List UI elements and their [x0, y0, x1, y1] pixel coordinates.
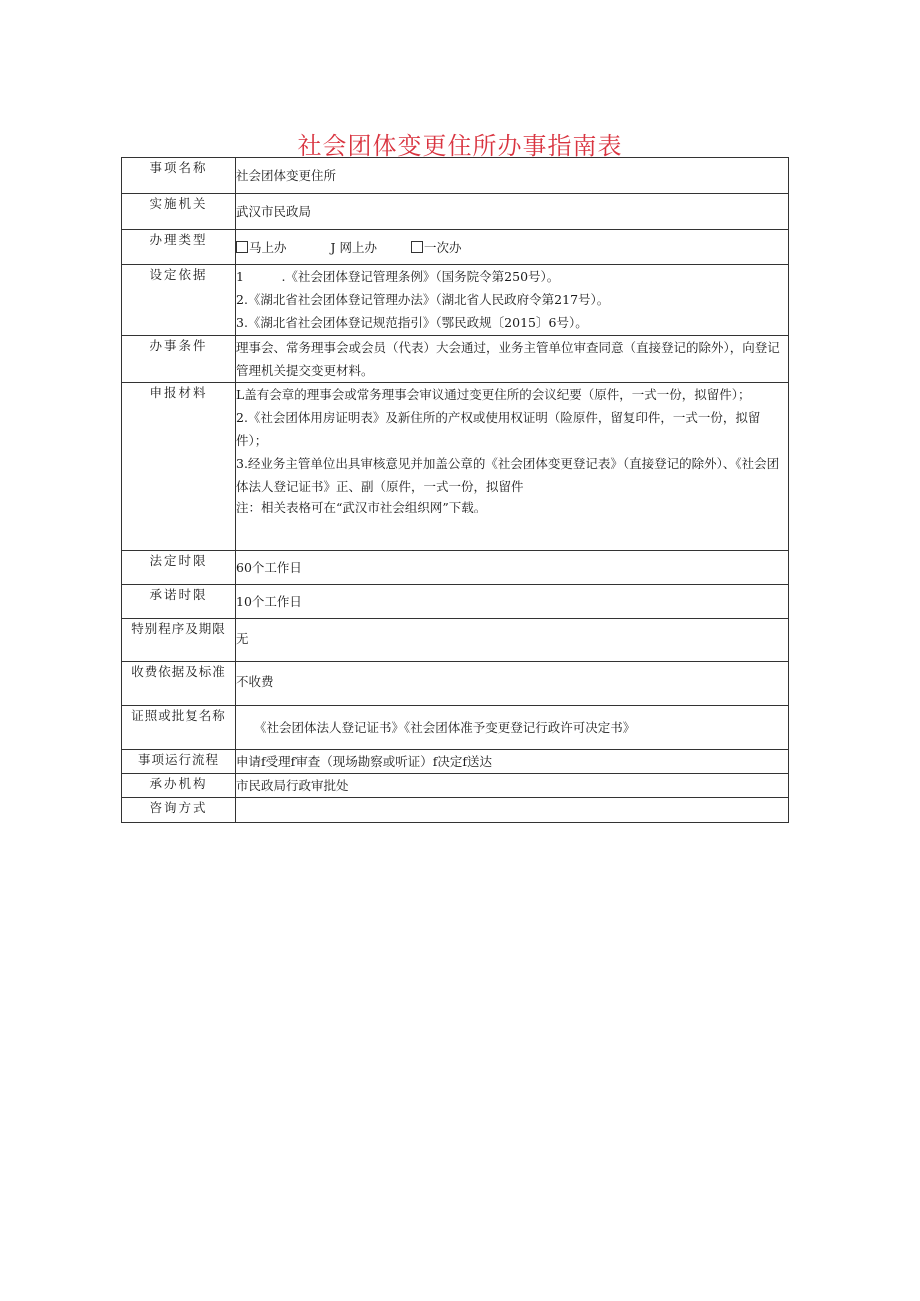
row-consult — [122, 798, 789, 823]
value-process: 申请f受理f审查（现场勘察或听证）f决定f送达 — [236, 750, 789, 774]
label-materials: 申报材料 — [122, 383, 236, 551]
label-promised-limit: 承诺时限 — [122, 585, 236, 619]
option-online[interactable] — [331, 236, 378, 259]
row-conditions — [122, 336, 789, 383]
page-title: 社会团体变更住所办事指南表 — [297, 132, 623, 160]
material-item-2: 2.《社会团体用房证明表》及新住所的产权或使用权证明（险原件，留复印件，一式一份，拟留件）； — [236, 410, 761, 448]
label-consult: 咨询方式 — [122, 798, 236, 823]
option-once[interactable] — [411, 236, 462, 259]
label-process: 事项运行流程 — [122, 750, 236, 774]
checkbox-empty-icon — [236, 241, 248, 253]
value-materials — [236, 383, 789, 551]
label-legal-limit: 法定时限 — [122, 551, 236, 585]
basis-line-1: 1 .《社会团体登记管理条例》（国务院令第250号）。 — [236, 269, 560, 284]
option-immediate[interactable] — [236, 236, 287, 259]
row-legal-limit — [122, 551, 789, 585]
label-handle-type: 办理类型 — [122, 230, 236, 265]
value-special-procedure: 无 — [236, 619, 789, 662]
row-office — [122, 774, 789, 798]
row-process — [122, 750, 789, 774]
value-authority: 武汉市民政局 — [236, 194, 789, 230]
option-online-label: 网上办 — [339, 239, 378, 255]
label-special-procedure: 特别程序及期限 — [122, 619, 236, 662]
guide-table — [121, 157, 789, 823]
option-once-label: 一次办 — [424, 239, 462, 255]
value-certificate: 《社会团体法人登记证书》《社会团体准予变更登记行政许可决定书》 — [236, 706, 789, 750]
label-certificate: 证照或批复名称 — [122, 706, 236, 750]
value-handle-type — [236, 230, 789, 265]
row-handle-type — [122, 230, 789, 265]
material-item-1: L盖有会章的理事会或常务理事会审议通过变更住所的会议纪要（原件，一式一份，拟留件）； — [236, 387, 751, 402]
basis-line-3: 3.《湖北省社会团体登记规范指引》（鄂民政规〔2015〕6号）。 — [236, 315, 588, 330]
label-office: 承办机构 — [122, 774, 236, 798]
label-fee: 收费依据及标准 — [122, 662, 236, 706]
value-office: 市民政局行政审批处 — [236, 774, 789, 798]
row-basis — [122, 265, 789, 336]
row-certificate — [122, 706, 789, 750]
material-item-3: 3.经业务主管单位出具审核意见并加盖公章的《社会团体变更登记表》（直接登记的除外）、《社会团体法人登记证书》正、副（原件，一式一份，拟留件 — [236, 456, 780, 494]
value-item-name: 社会团体变更住所 — [236, 158, 789, 194]
basis-line-2: 2.《湖北省社会团体登记管理办法》（湖北省人民政府令第217号）。 — [236, 292, 610, 307]
value-conditions: 理事会、常务理事会或会员（代表）大会通过，业务主管单位审查同意（直接登记的除外），向登记管理机关提交变更材料。 — [236, 336, 789, 383]
value-basis — [236, 265, 789, 336]
row-materials — [122, 383, 789, 551]
check-mark-icon: J — [330, 239, 336, 255]
label-authority: 实施机关 — [122, 194, 236, 230]
row-promised-limit — [122, 585, 789, 619]
label-basis: 设定依据 — [122, 265, 236, 336]
material-note: 注：相关表格可在“武汉市社会组织网”下载。 — [236, 500, 487, 513]
value-consult — [236, 798, 789, 823]
label-conditions: 办事条件 — [122, 336, 236, 383]
value-promised-limit: 10个工作日 — [236, 585, 789, 619]
value-fee: 不收费 — [236, 662, 789, 706]
option-immediate-label: 马上办 — [249, 239, 287, 255]
row-special-procedure — [122, 619, 789, 662]
label-item-name: 事项名称 — [122, 158, 236, 194]
row-authority — [122, 194, 789, 230]
row-fee — [122, 662, 789, 706]
value-legal-limit: 60个工作日 — [236, 551, 789, 585]
row-item-name — [122, 158, 789, 194]
checkbox-empty-icon — [411, 241, 423, 253]
